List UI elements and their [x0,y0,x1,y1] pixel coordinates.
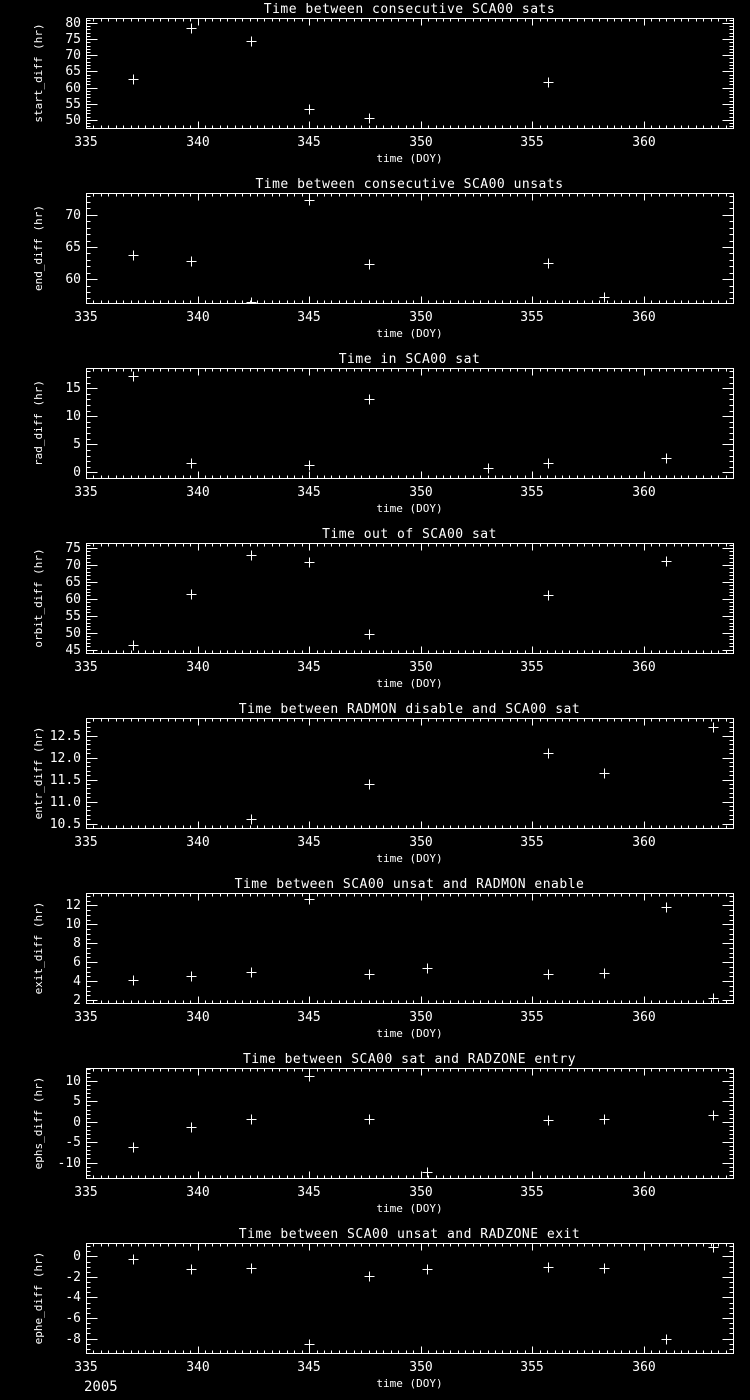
x-tick-label: 355 [520,485,544,500]
x-axis-label: time (DOY) [376,1202,443,1215]
x-axis-year-label: 2005 [84,1379,118,1395]
y-axis-label: orbit_diff (hr) [32,548,45,648]
plot-title: Time between SCA00 unsat and RADMON enable [234,877,585,892]
data-point-marker [544,1263,554,1273]
x-tick-label: 335 [74,485,98,500]
x-tick-label: 355 [520,310,544,325]
x-tick-label: 355 [520,1010,544,1025]
data-point-marker [423,1168,433,1178]
data-point-marker [365,970,375,980]
plot-2 [0,175,750,350]
y-tick-label: 11.0 [49,795,81,810]
data-point-marker [187,257,197,267]
plot-title: Time between RADMON disable and SCA00 sat [238,702,581,717]
y-tick-label: 12 [65,898,81,913]
y-tick-label: -5 [65,1135,81,1150]
plot-1 [0,0,750,175]
data-point-marker [129,1143,139,1153]
data-point-marker [187,1123,197,1133]
y-tick-label: 65 [65,64,81,79]
y-tick-label: 50 [65,626,81,641]
x-axis-label: time (DOY) [376,1377,443,1390]
data-point-marker [544,970,554,980]
y-tick-label: -4 [65,1290,81,1305]
data-point-marker [544,749,554,759]
x-tick-label: 340 [186,835,210,850]
data-point-marker [365,260,375,270]
x-tick-label: 360 [632,660,656,675]
y-tick-label: 70 [65,48,81,63]
data-point-marker [247,815,257,825]
data-points [129,196,610,308]
data-point-marker [129,1255,139,1265]
plot-title: Time between SCA00 unsat and RADZONE exit [238,1227,581,1242]
y-tick-label: 12.0 [49,751,81,766]
data-point-marker [247,1115,257,1125]
data-points [129,1243,719,1350]
y-tick-label: 10.5 [49,817,81,832]
data-point-marker [305,558,315,568]
x-tick-label: 340 [186,660,210,675]
data-point-marker [129,75,139,85]
x-tick-label: 360 [632,835,656,850]
data-point-marker [423,1265,433,1275]
y-tick-label: -10 [57,1156,81,1171]
x-tick-label: 340 [186,1010,210,1025]
x-tick-label: 360 [632,1360,656,1375]
data-point-marker [305,196,315,206]
x-tick-label: 350 [409,310,433,325]
data-point-marker [600,969,610,979]
y-tick-label: 55 [65,609,81,624]
data-point-marker [709,723,719,733]
y-axis-label: rad_diff (hr) [32,379,45,467]
data-point-marker [247,968,257,978]
x-tick-label: 345 [297,1010,321,1025]
data-point-marker [662,903,672,913]
data-point-marker [544,1116,554,1126]
data-point-marker [305,895,315,905]
y-tick-label: 0 [73,1249,81,1264]
x-tick-label: 360 [632,485,656,500]
y-tick-label: 45 [65,643,81,658]
data-point-marker [305,105,315,115]
data-point-marker [662,557,672,567]
x-tick-label: 340 [186,1360,210,1375]
data-point-marker [365,114,375,124]
y-tick-label: 5 [73,1094,81,1109]
y-tick-label: 6 [73,955,81,970]
y-tick-label: 10 [65,409,81,424]
data-point-marker [709,1111,719,1121]
data-point-marker [129,251,139,261]
y-tick-label: 75 [65,541,81,556]
y-axis-label: start_diff (hr) [32,23,45,123]
x-tick-label: 350 [409,1360,433,1375]
x-tick-label: 355 [520,1185,544,1200]
data-point-marker [187,590,197,600]
data-point-marker [544,591,554,601]
x-tick-label: 360 [632,310,656,325]
axes-frame [87,1244,734,1354]
data-point-marker [484,464,494,474]
axes-frame [87,194,734,304]
data-point-marker [305,1072,315,1082]
x-tick-label: 345 [297,485,321,500]
plot-7 [0,1050,750,1225]
axes-frame [87,19,734,129]
data-point-marker [365,1115,375,1125]
data-point-marker [423,964,433,974]
data-points [129,24,554,124]
x-tick-label: 360 [632,1185,656,1200]
x-tick-label: 350 [409,135,433,150]
x-tick-label: 350 [409,1010,433,1025]
plot-6 [0,875,750,1050]
y-tick-label: -8 [65,1332,81,1347]
plot-4 [0,525,750,700]
x-tick-label: 335 [74,1360,98,1375]
x-tick-label: 335 [74,835,98,850]
data-point-marker [247,298,257,308]
y-tick-label: 70 [65,558,81,573]
plot-title: Time between consecutive SCA00 unsats [255,177,564,192]
x-tick-label: 355 [520,135,544,150]
y-axis-label: end_diff (hr) [32,204,45,292]
plot-title: Time in SCA00 sat [338,352,481,367]
data-point-marker [600,1264,610,1274]
x-axis-label: time (DOY) [376,677,443,690]
axes-frame [87,544,734,654]
y-tick-label: 0 [73,1115,81,1130]
y-tick-label: 11.5 [49,773,81,788]
x-tick-label: 335 [74,660,98,675]
data-point-marker [187,459,197,469]
x-axis-label: time (DOY) [376,852,443,865]
data-point-marker [365,1272,375,1282]
axes-frame [87,1069,734,1179]
y-tick-label: -6 [65,1311,81,1326]
x-tick-label: 340 [186,485,210,500]
y-tick-label: 15 [65,381,81,396]
plot-3 [0,350,750,525]
y-axis-label: entr_diff (hr) [32,726,45,820]
x-tick-label: 335 [74,310,98,325]
plot-title: Time between consecutive SCA00 sats [263,2,556,17]
y-axis-label: exit_diff (hr) [32,901,45,995]
data-point-marker [187,1265,197,1275]
y-tick-label: 80 [65,16,81,31]
data-point-marker [365,395,375,405]
data-point-marker [129,641,139,651]
y-tick-label: 50 [65,113,81,128]
y-tick-label: 65 [65,240,81,255]
data-point-marker [129,372,139,382]
y-tick-label: 70 [65,208,81,223]
x-tick-label: 340 [186,1185,210,1200]
x-tick-label: 335 [74,135,98,150]
data-points [129,1072,719,1178]
data-point-marker [187,972,197,982]
x-tick-label: 345 [297,310,321,325]
data-point-marker [129,976,139,986]
data-point-marker [305,1340,315,1350]
x-tick-label: 350 [409,485,433,500]
y-tick-label: -2 [65,1270,81,1285]
data-points [129,551,672,651]
y-tick-label: 2 [73,993,81,1008]
x-tick-label: 345 [297,1360,321,1375]
data-points [247,723,719,825]
data-point-marker [544,78,554,88]
data-point-marker [544,259,554,269]
data-point-marker [709,994,719,1004]
y-tick-label: 12.5 [49,729,81,744]
y-tick-label: 60 [65,592,81,607]
plot-title: Time between SCA00 sat and RADZONE entry [242,1052,577,1067]
y-axis-label: ephe_diff (hr) [32,1251,45,1345]
data-point-marker [187,24,197,34]
plot-5 [0,700,750,875]
x-axis-label: time (DOY) [376,502,443,515]
x-tick-label: 350 [409,835,433,850]
data-point-marker [662,454,672,464]
data-point-marker [600,1115,610,1125]
y-tick-label: 60 [65,81,81,96]
data-point-marker [247,1264,257,1274]
plot-8 [0,1225,750,1400]
y-tick-label: 8 [73,936,81,951]
x-tick-label: 350 [409,660,433,675]
plot-title: Time out of SCA00 sat [322,527,497,542]
x-axis-label: time (DOY) [376,152,443,165]
data-point-marker [600,769,610,779]
y-tick-label: 65 [65,575,81,590]
data-points [129,895,719,1004]
data-point-marker [247,37,257,47]
x-axis-label: time (DOY) [376,1027,443,1040]
x-tick-label: 345 [297,1185,321,1200]
y-tick-label: 10 [65,1074,81,1089]
y-tick-label: 75 [65,32,81,47]
data-points [129,372,672,474]
y-tick-label: 55 [65,97,81,112]
data-point-marker [365,780,375,790]
y-tick-label: 10 [65,917,81,932]
y-axis-label: ephs_diff (hr) [32,1076,45,1170]
data-point-marker [247,551,257,561]
x-tick-label: 355 [520,835,544,850]
axes-frame [87,369,734,479]
x-tick-label: 345 [297,660,321,675]
axes-frame [87,719,734,829]
y-tick-label: 4 [73,974,81,989]
x-tick-label: 355 [520,660,544,675]
axes-frame [87,894,734,1004]
data-point-marker [662,1335,672,1345]
x-tick-label: 350 [409,1185,433,1200]
x-tick-label: 345 [297,835,321,850]
y-tick-label: 60 [65,272,81,287]
x-tick-label: 335 [74,1010,98,1025]
y-tick-label: 5 [73,437,81,452]
data-point-marker [305,461,315,471]
x-tick-label: 360 [632,135,656,150]
x-tick-label: 335 [74,1185,98,1200]
x-tick-label: 340 [186,310,210,325]
x-tick-label: 345 [297,135,321,150]
x-tick-label: 355 [520,1360,544,1375]
x-tick-label: 340 [186,135,210,150]
x-axis-label: time (DOY) [376,327,443,340]
data-point-marker [544,459,554,469]
data-point-marker [365,630,375,640]
y-tick-label: 0 [73,465,81,480]
x-tick-label: 360 [632,1010,656,1025]
